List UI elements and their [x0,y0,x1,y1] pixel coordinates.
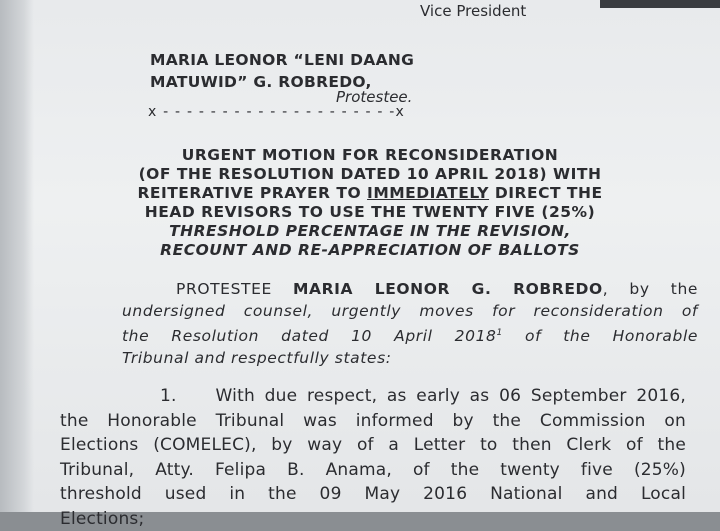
intro-line-3 [106,322,698,347]
paragraph-1-line-2: the Honorable Tribunal was informed by the Commission on [60,409,686,434]
protestee-name-line-2: MATUWID” G. ROBREDO, [150,71,414,93]
motion-title-line-5: THRESHOLD PERCENTAGE IN THE REVISION, [120,222,620,241]
motion-title-line-3-post: DIRECT THE [489,184,603,202]
protestee-name [150,49,414,93]
intro-line-3-post: of the Honorable [503,327,698,345]
paragraph-1-line-4: Tribunal, Atty. Felipa B. Anama, of the twenty five (25%) [60,458,686,483]
intro-line-1 [106,278,698,300]
motion-title-line-1: URGENT MOTION FOR RECONSIDERATION [120,146,620,165]
header-title: Vice President [420,2,526,20]
motion-title-line-6: RECOUNT AND RE-APPRECIATION OF BALLOTS [120,241,620,260]
numbered-paragraph-1 [60,384,686,531]
protestee-role: Protestee. [336,88,412,106]
motion-title-underlined-word: IMMEDIATELY [367,184,489,202]
intro-paragraph [106,278,698,369]
protestee-name-line-1: MARIA LEONOR “LENI DAANG [150,49,414,71]
motion-title-line-2: (OF THE RESOLUTION DATED 10 APRIL 2018) WITH [120,165,620,184]
motion-title-line-3 [120,184,620,203]
intro-line-1-post: , by the [603,280,698,298]
intro-line-4: Tribunal and respectfully states: [106,347,698,369]
paragraph-1-line-6: Elections; [60,507,686,531]
footnote-marker: 1 [497,328,503,338]
motion-title [120,146,620,260]
motion-title-line-4: HEAD REVISORS TO USE THE TWENTY FIVE (25%) [120,203,620,222]
intro-line-2: undersigned counsel, urgently moves for reconsideration of [106,300,698,322]
page-corner [600,0,720,8]
paper-fold-shadow [0,0,34,512]
caption-separator: x - - - - - - - - - - - - - - - - - - - -x [148,104,405,120]
intro-protestee-label: PROTESTEE [176,280,293,298]
paragraph-1-line-5: threshold used in the 09 May 2016 National and Local [60,482,686,507]
paragraph-1-line-1: 1. With due respect, as early as 06 September 2016, [60,384,686,409]
intro-line-3-pre: the Resolution dated 10 April 2018 [122,327,497,345]
paragraph-1-line-3: Elections (COMELEC), by way of a Letter to then Clerk of the [60,433,686,458]
intro-protestee-name: MARIA LEONOR G. ROBREDO [293,280,603,298]
motion-title-line-3-pre: REITERATIVE PRAYER TO [137,184,367,202]
